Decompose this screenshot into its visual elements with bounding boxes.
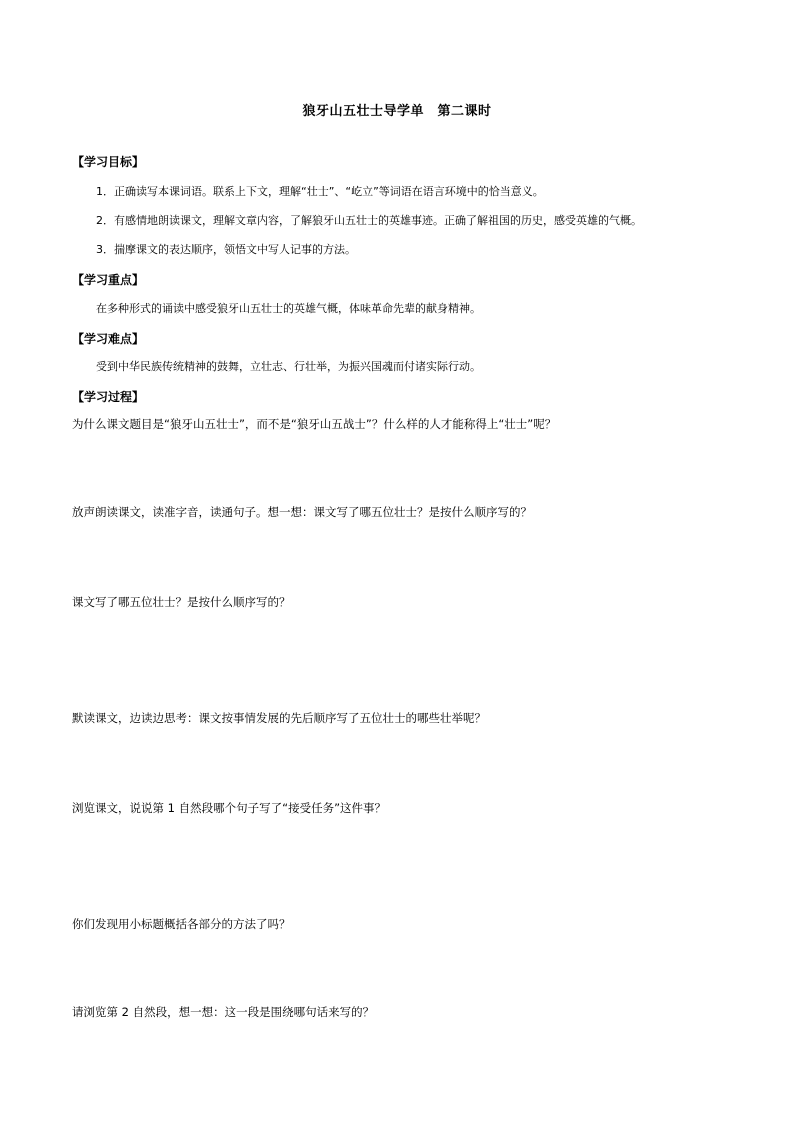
document-title: 狼牙山五壮士导学单 第二课时 — [302, 104, 492, 119]
process-heading: 【学习过程】 — [72, 390, 145, 404]
objective-item-2: 2．有感情地朗读课文，理解文章内容，了解狼牙山五壮士的英雄事迹。正确了解祖国的历史，感受英雄的气概。 — [96, 214, 642, 227]
process-question-2: 放声朗读课文，读准字音，读通句子。想一想：课文写了哪五位壮士？是按什么顺序写的？ — [72, 505, 532, 519]
objective-item-1: 1．正确读写本课词语。联系上下文，理解“壮士”、“屹立”等词语在语言环境中的恰当意义。 — [96, 185, 544, 198]
process-question-5: 浏览课文，说说第 1 自然段哪个句子写了“接受任务”这件事？ — [72, 801, 387, 815]
objective-item-3: 3．揣摩课文的表达顺序，领悟文中写人记事的方法。 — [96, 243, 356, 256]
key-points-heading: 【学习重点】 — [72, 273, 145, 287]
process-question-6: 你们发现用小标题概括各部分的方法了吗？ — [72, 917, 291, 931]
process-question-7: 请浏览第 2 自然段，想一想：这一段是围绕哪句话来写的？ — [72, 1005, 375, 1019]
objectives-heading: 【学习目标】 — [72, 155, 145, 169]
difficulties-text: 受到中华民族传统精神的鼓舞，立壮志、行壮举，为振兴国魂而付诸实际行动。 — [96, 360, 481, 373]
process-question-3: 课文写了哪五位壮士？是按什么顺序写的？ — [72, 595, 291, 609]
difficulties-heading: 【学习难点】 — [72, 332, 145, 346]
key-points-text: 在多种形式的诵读中感受狼牙山五壮士的英雄气概，体味革命先辈的献身精神。 — [96, 302, 481, 315]
process-question-1: 为什么课文题目是“狼牙山五壮士”，而不是“狼牙山五战士”？什么样的人才能称得上“壮士”呢？ — [72, 417, 557, 431]
process-question-4: 默读课文，边读边思考：课文按事情发展的先后顺序写了五位壮士的哪些壮举呢？ — [72, 711, 486, 725]
